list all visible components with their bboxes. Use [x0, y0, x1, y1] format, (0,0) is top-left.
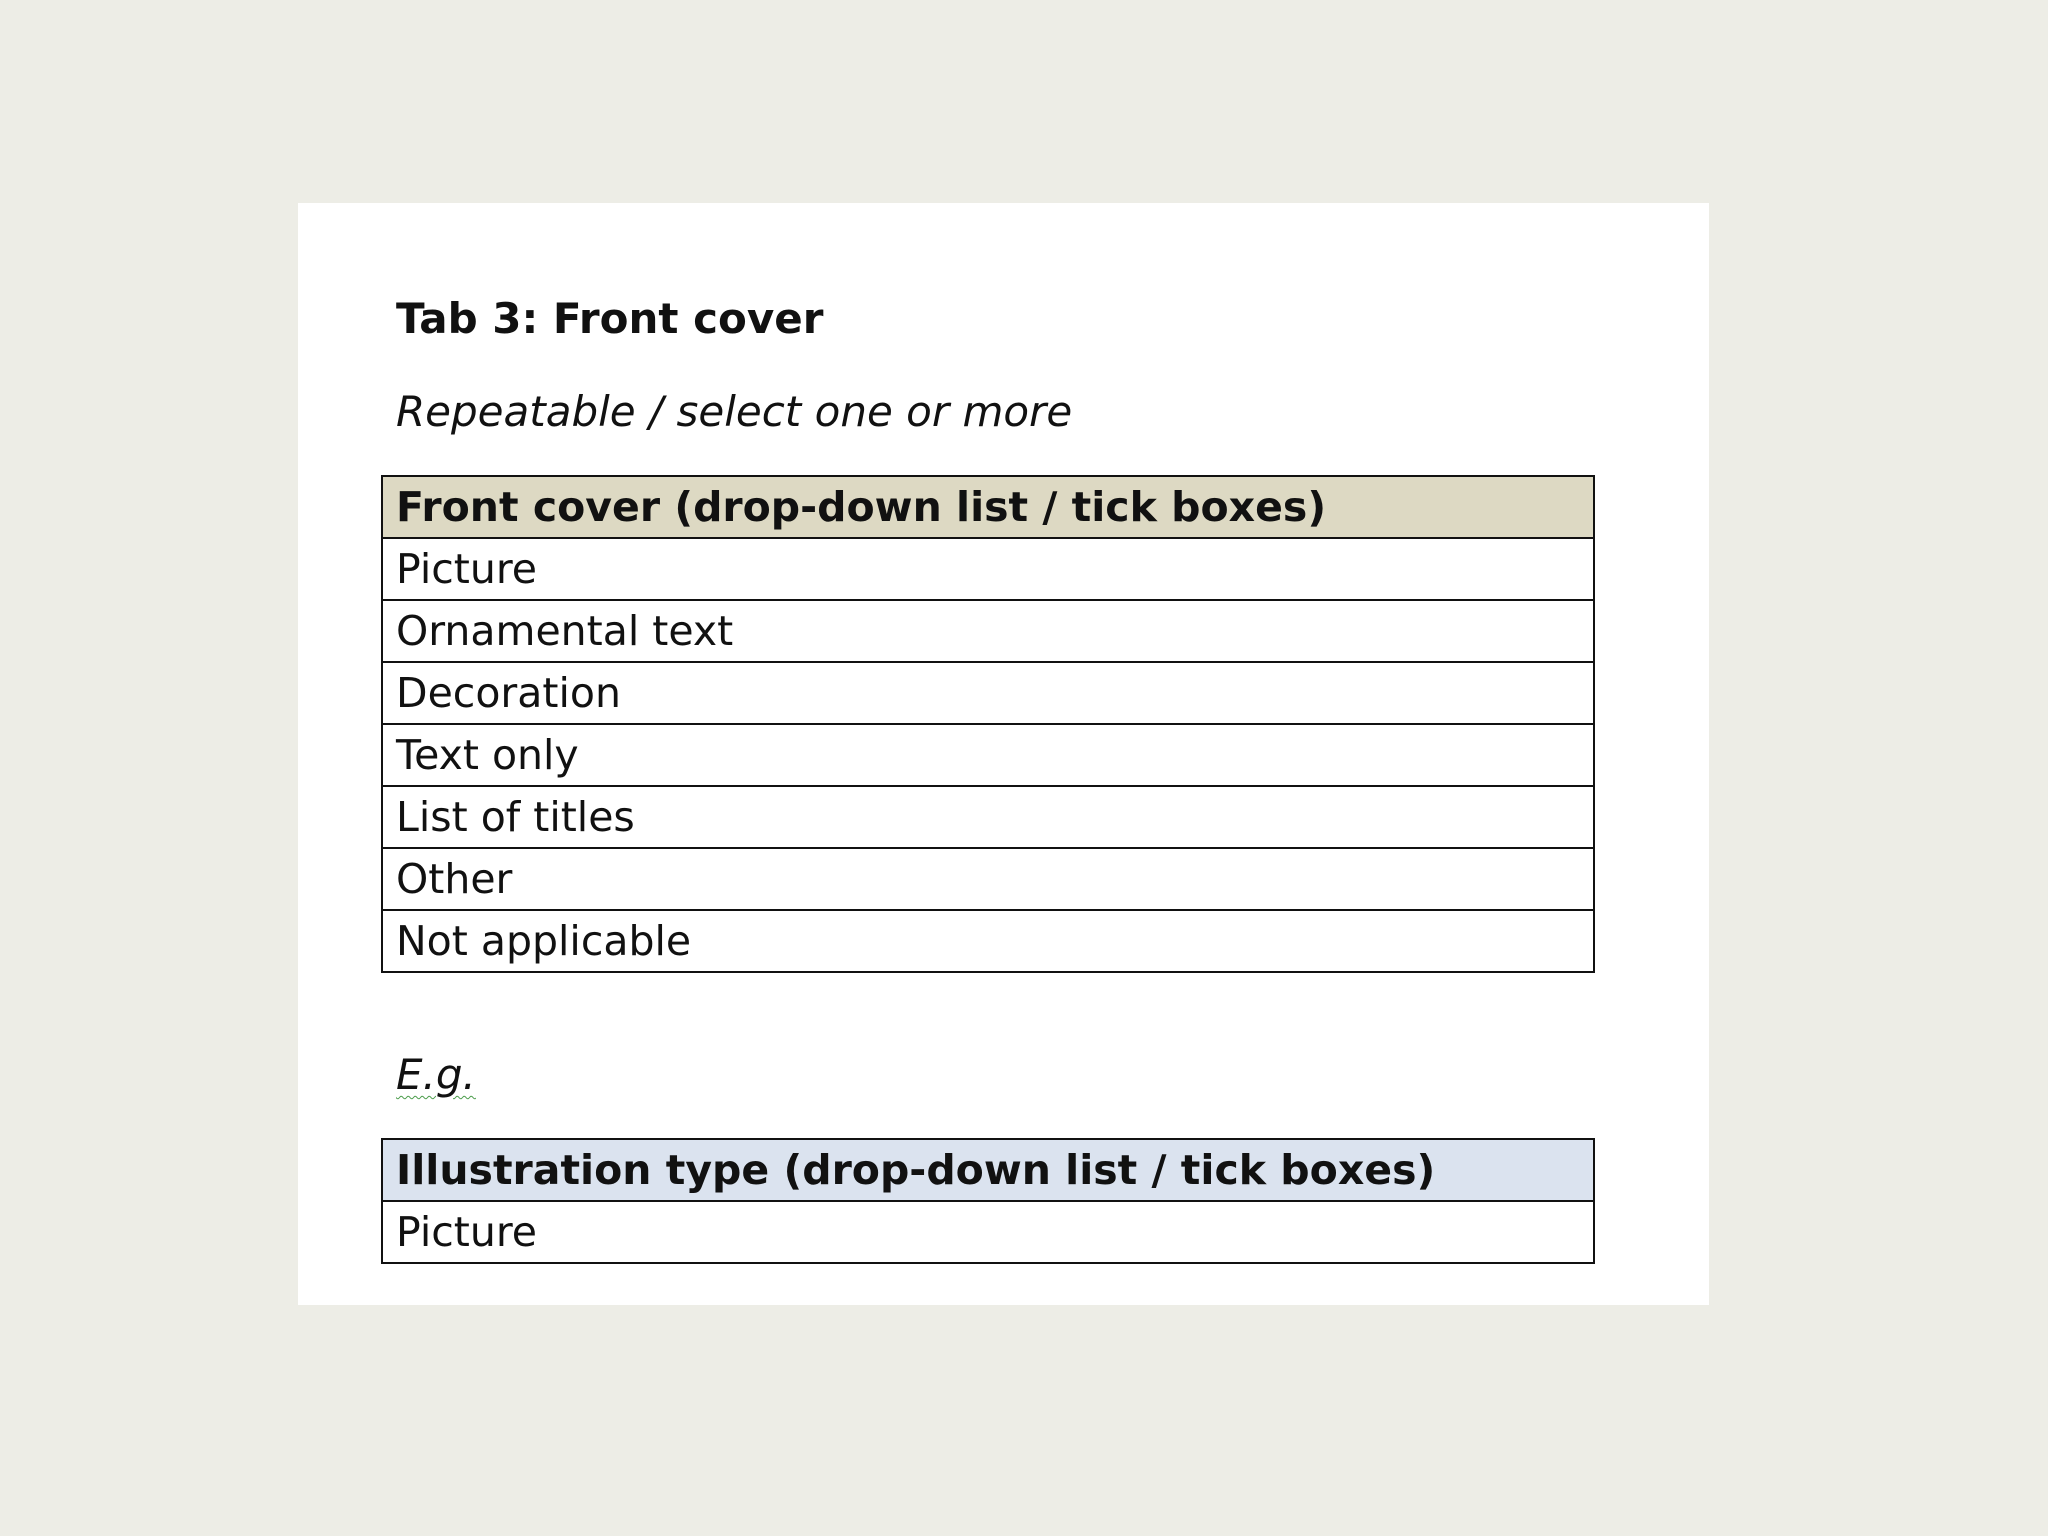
table-row: Decoration	[383, 663, 1593, 725]
table-row: Picture	[396, 1208, 537, 1256]
front-cover-table-header: Front cover (drop-down list / tick boxes)	[383, 477, 1593, 539]
page-title: Tab 3: Front cover	[396, 294, 824, 343]
page-subtitle: Repeatable / select one or more	[396, 387, 1073, 436]
table-row: Not applicable	[396, 917, 692, 965]
table-row: Text only	[383, 725, 1593, 787]
table-row: Picture	[383, 539, 1593, 601]
illustration-type-table	[381, 1138, 1595, 1264]
table-row: Ornamental text	[383, 601, 1593, 663]
slide-page	[298, 203, 1709, 1305]
example-label	[396, 1047, 476, 1103]
example-label-text: E.g.	[396, 1050, 476, 1099]
illustration-type-table-header: Illustration type (drop-down list / tick boxes)	[383, 1140, 1593, 1202]
table-row: Other	[383, 849, 1593, 911]
table-row: List of titles	[383, 787, 1593, 849]
front-cover-table	[381, 475, 1595, 973]
